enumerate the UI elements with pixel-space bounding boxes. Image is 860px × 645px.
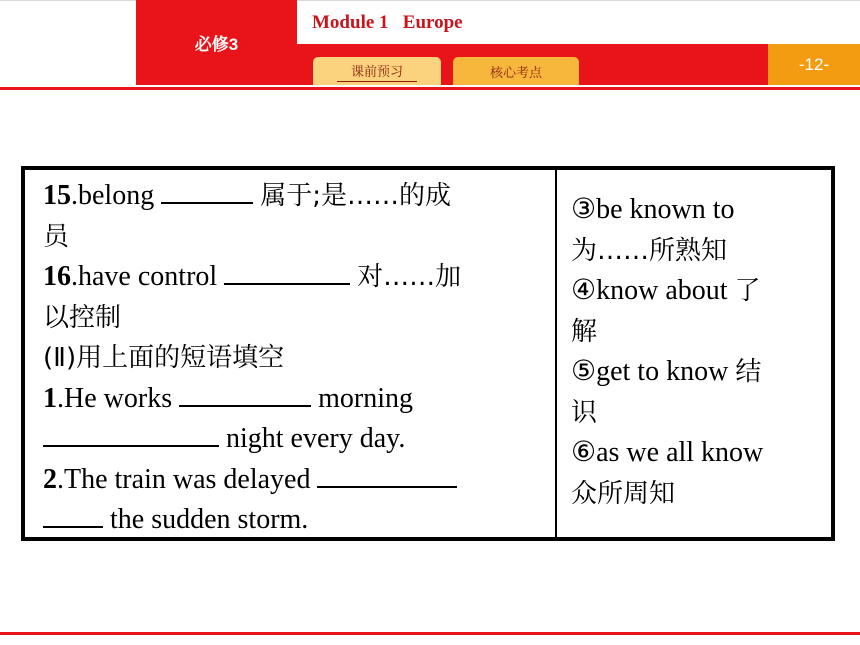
section-heading: (Ⅱ)用上面的短语填空 [43, 343, 285, 373]
tab-preview[interactable] [313, 57, 441, 85]
phrase-4-en: ④know about [571, 275, 735, 306]
question-1-text: .He works [57, 382, 180, 414]
phrase-6-cn: 众所周知 [571, 478, 676, 509]
question-2-text-line2: the sudden storm. [110, 504, 309, 535]
book-label [136, 0, 297, 85]
tab-key-points[interactable] [453, 57, 579, 85]
question-2-line2 [43, 500, 543, 541]
question-1-blank-1[interactable] [179, 381, 311, 407]
phrase-4-en-line [571, 271, 821, 312]
left-column [43, 176, 543, 541]
phrase-5-cn: 识 [571, 397, 598, 428]
question-1-text-line2: night every day. [226, 423, 406, 454]
item-16-number: 16 [43, 261, 71, 292]
question-1-text-after: morning [318, 382, 413, 414]
phrase-4-cn: 解 [571, 316, 598, 347]
item-15-meaning: 属于;是……的成 [260, 181, 451, 211]
question-2-number: 2 [43, 463, 57, 495]
footer-line [0, 632, 860, 635]
phrase-5-en: ⑤get to know [571, 356, 736, 387]
question-1 [43, 379, 543, 420]
tab-preview-label: 课前预习 [337, 61, 417, 82]
right-column [571, 190, 821, 514]
item-15-meaning-cont: 员 [43, 221, 70, 252]
book-label-text: 必修3 [194, 35, 239, 54]
header-top-line [0, 0, 860, 1]
item-15 [43, 176, 543, 217]
phrase-5-en-line [571, 352, 821, 393]
question-2-blank-1[interactable] [317, 462, 457, 488]
header-underline [0, 87, 860, 90]
page-number [768, 44, 860, 85]
phrase-4-cn-inline: 了 [734, 276, 761, 306]
item-16-blank[interactable] [224, 259, 350, 285]
page-number-text: -12- [798, 54, 830, 74]
phrase-3-cn: 为……所熟知 [571, 235, 728, 266]
item-15-text: .belong [71, 180, 162, 211]
question-2-blank-2[interactable] [43, 502, 103, 528]
item-15-number: 15 [43, 180, 71, 211]
phrase-5-cn-inline: 结 [735, 357, 762, 387]
phrase-6-en: ⑥as we all know [571, 437, 764, 468]
column-divider [555, 170, 557, 537]
item-15-blank[interactable] [161, 178, 253, 204]
question-1-number: 1 [43, 382, 57, 414]
module-title: Module 1 Europe [312, 12, 463, 33]
tab-key-points-label: 核心考点 [489, 65, 542, 81]
phrase-3-en: ③be known to [571, 194, 735, 225]
question-2-text: .The train was delayed [57, 463, 318, 495]
exercise-box [21, 166, 835, 541]
question-1-blank-2[interactable] [43, 421, 219, 447]
item-16-meaning-cont: 以控制 [43, 302, 122, 333]
item-16 [43, 257, 543, 298]
item-16-text: .have control [71, 261, 225, 292]
question-2 [43, 460, 543, 501]
item-16-meaning: 对……加 [357, 262, 462, 292]
question-1-line2 [43, 419, 543, 460]
